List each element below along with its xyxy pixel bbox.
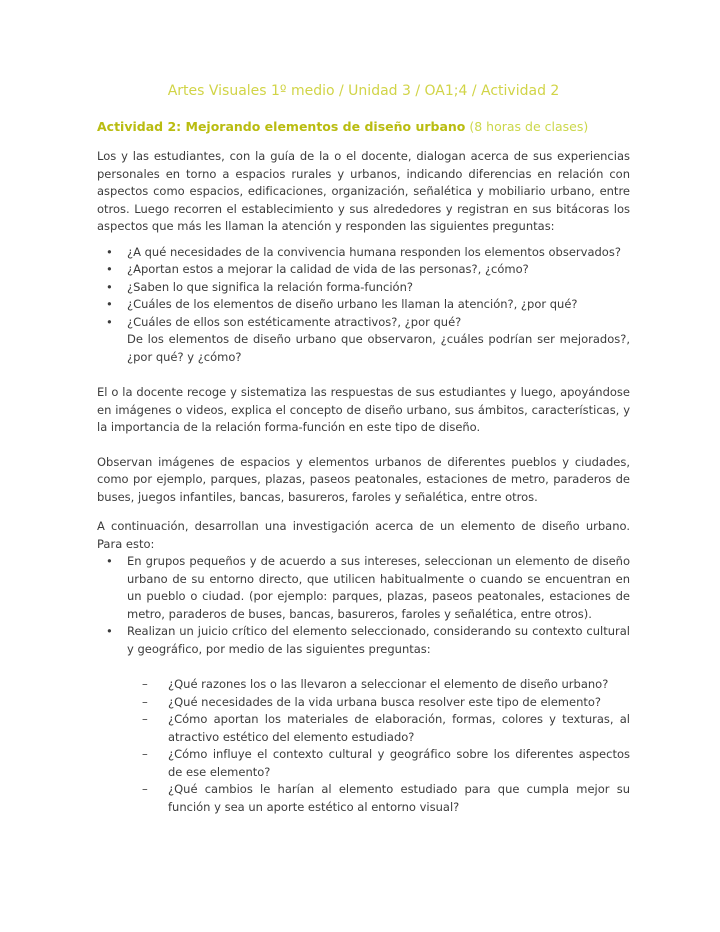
- research-steps-list: [97, 553, 630, 658]
- dash-item: [97, 676, 630, 694]
- bullet-continuation: De los elementos de diseño urbano que observaron, ¿cuáles podrían ser mejorados?, ¿por qué? y ¿cómo?: [127, 332, 630, 364]
- bullet-text: ¿A qué necesidades de la convivencia humana responden los elementos observados?: [127, 244, 621, 259]
- bullet-text: ¿Cuáles de ellos son estéticamente atractivos?, ¿por qué?: [127, 314, 462, 329]
- dash-marker: –: [142, 677, 148, 691]
- bullet-marker: •: [106, 279, 113, 294]
- bullet-text: En grupos pequeños y de acuerdo a sus intereses, seleccionan un elemento de diseño urbano de su entorno directo, que utilicen habitualmente o cuando se encuentran en un pueblo o ciudad. (por ejemplo: parques, plazas, paseos peatonales, estaciones de metro, paraderos de buses, bancas, basureros, faroles y señalética, entre otros).: [127, 554, 630, 621]
- activity-heading-line: [97, 119, 630, 135]
- bullet-marker: •: [106, 624, 113, 638]
- critique-questions-list: [97, 676, 630, 816]
- bullet-marker: •: [106, 314, 113, 329]
- bullet-item: [97, 623, 630, 658]
- bullet-marker: •: [106, 262, 113, 276]
- dash-text: ¿Cómo aportan los materiales de elaboración, formas, colores y texturas, al atractivo estético del elemento estudiado?: [168, 712, 630, 744]
- dash-item: [97, 694, 630, 712]
- research-intro-paragraph: A continuación, desarrollan una investigación acerca de un elemento de diseño urbano. Para esto:: [97, 519, 630, 551]
- dash-text: ¿Cómo influye el contexto cultural y geográfico sobre los diferentes aspectos de ese elemento?: [168, 747, 630, 779]
- activity-duration: (8 horas de clases): [469, 119, 589, 134]
- dash-text: ¿Qué necesidades de la vida urbana busca resolver este tipo de elemento?: [168, 694, 602, 709]
- intro-paragraph: Los y las estudiantes, con la guía de la o el docente, dialogan acerca de sus experiencias personales en torno a espacios rurales y urbanos, indicando diferencias en relación con aspectos como espacios, edificaciones, organización, señalética y mobiliario urbano, entre otros. Luego recorren el establecimiento y sus alrededores y registran en sus bitácoras los aspectos que más les llaman la atención y responden las siguientes preguntas:: [97, 149, 630, 233]
- dash-item: [97, 746, 630, 781]
- bullet-marker: •: [106, 297, 113, 311]
- bullet-text: ¿Saben lo que significa la relación forma-función?: [127, 279, 413, 294]
- bullet-item: [97, 553, 630, 623]
- bullet-text: Realizan un juicio crítico del elemento seleccionado, considerando su contexto cultural y geográfico, por medio de las siguientes preguntas:: [127, 624, 630, 656]
- dash-text: ¿Qué razones los o las llevaron a seleccionar el elemento de diseño urbano?: [168, 677, 609, 691]
- dash-text: ¿Qué cambios le harían al elemento estudiado para que cumpla mejor su función y sea un aporte estético al entorno visual?: [168, 782, 630, 814]
- bullet-marker: •: [106, 244, 113, 259]
- dash-marker: –: [142, 782, 148, 796]
- dash-marker: –: [142, 712, 148, 726]
- bullet-item: [97, 244, 630, 262]
- activity-heading: Actividad 2: Mejorando elementos de diseño urbano: [97, 119, 466, 134]
- bullet-item: [97, 314, 630, 332]
- bullet-item: [97, 296, 630, 314]
- observation-questions-list: [97, 244, 630, 367]
- images-paragraph: Observan imágenes de espacios y elementos urbanos de diferentes pueblos y ciudades, como por ejemplo, parques, plazas, paseos peatonales, estaciones de metro, paraderos de buses, juegos infantiles, bancas, basureros, faroles y señalética, entre otros.: [97, 454, 630, 504]
- dash-item: [97, 711, 630, 746]
- bullet-text: ¿Cuáles de los elementos de diseño urbano les llaman la atención?, ¿por qué?: [127, 297, 578, 311]
- bullet-marker: •: [106, 554, 113, 568]
- dash-marker: –: [142, 694, 148, 709]
- bullet-item: [97, 261, 630, 279]
- teacher-paragraph: El o la docente recoge y sistematiza las respuestas de sus estudiantes y luego, apoyándose en imágenes o videos, explica el concepto de diseño urbano, sus ámbitos, características, y la importancia de la relación forma-función en este tipo de diseño.: [97, 385, 630, 434]
- bullet-text: ¿Aportan estos a mejorar la calidad de vida de las personas?, ¿cómo?: [127, 262, 529, 276]
- bullet-item: [97, 279, 630, 297]
- dash-item: [97, 781, 630, 816]
- dash-marker: –: [142, 747, 148, 761]
- document-title: Artes Visuales 1º medio / Unidad 3 / OA1;4 / Actividad 2: [167, 83, 560, 99]
